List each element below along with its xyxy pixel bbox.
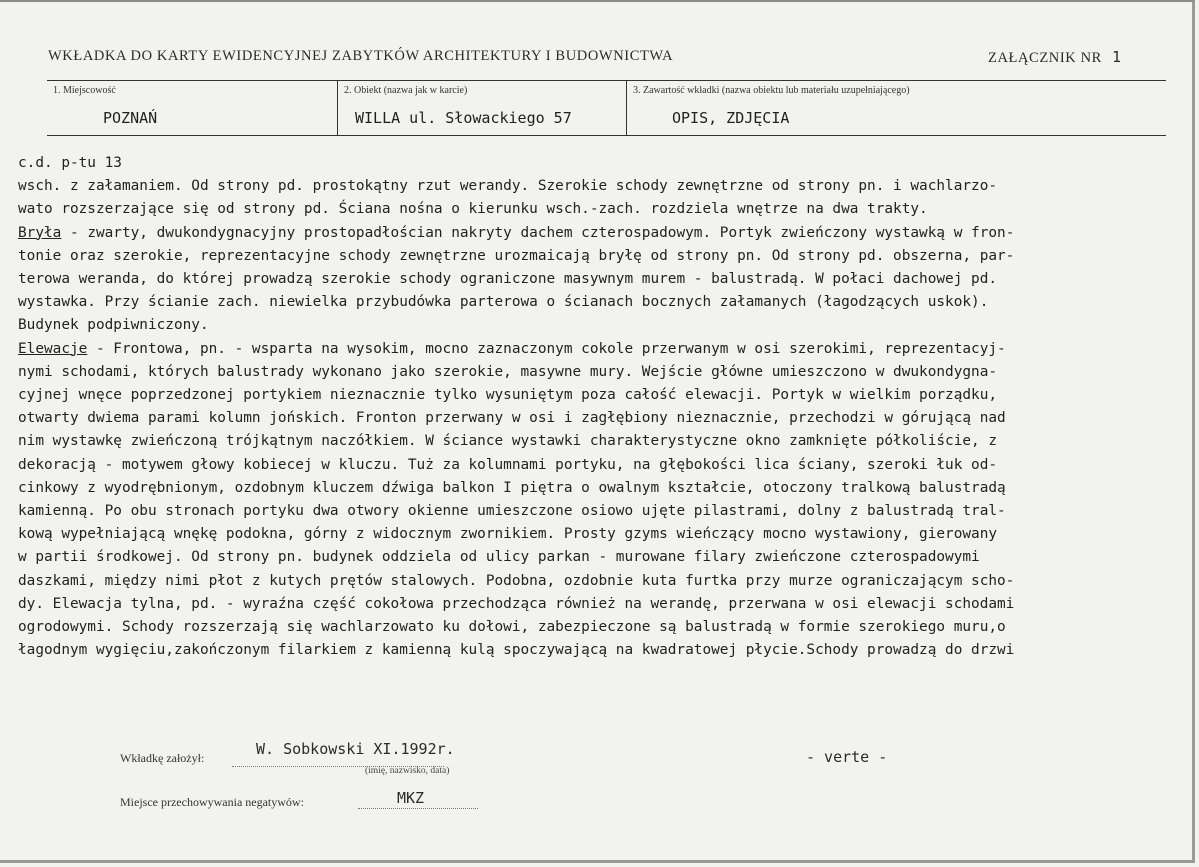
field-contents-value: OPIS, ZDJĘCIA: [672, 109, 790, 127]
text-line: wsch. z załamaniem. Od strony pd. prostokątny rzut werandy. Szerokie schody zewnętrzne od strony pn. i wachlarzo-: [18, 178, 998, 195]
text-line: wystawka. Przy ścianie zach. niewielka przybudówka parterowa o ścianach bocznych załamanych (łagodzących uskok).: [18, 294, 989, 311]
field-object-value: WILLA ul. Słowackiego 57: [355, 109, 572, 127]
text-line: nim wystawkę zwieńczoną trójkątnym naczółkiem. W ściance wystawki charakterystyczne okno zamknięte półkoliście, z: [18, 433, 998, 450]
section-heading-elewacje: Elewacje: [18, 340, 88, 357]
negatives-label: Miejsce przechowywania negatywów:: [120, 795, 304, 809]
founder-value: W. Sobkowski XI.1992r.: [256, 740, 455, 758]
verte-note: - verte -: [806, 748, 888, 766]
text-line: cyjnej wnęce poprzedzonej portykiem nieznacznie tylko wysuniętym poza całość elewacji. Portyk w wielkim porządku,: [18, 387, 998, 404]
text-line: otwarty dwiema parami kolumn jońskich. Fronton przerwany w osi i zagłębiony nieznacznie, przechodzi w górującą nad: [18, 410, 1006, 427]
text-line: kową wypełniającą wnękę podokna, górny z widocznym zwornikiem. Prosty gzyms wieńczący mocno wystawiony, gierowany: [18, 526, 998, 543]
text-line-rest: - zwarty, dwukondygnacyjny prostopadłościan nakryty dachem czterospadowym. Portyk zwieńczony wystawką w fron-: [61, 224, 1015, 241]
founder-caption: (imię, nazwisko, data): [365, 766, 450, 776]
text-line: daszkami, między nimi płot z kutych prętów stalowych. Podobna, ozdobnie kuta furtka przy murze ograniczającym scho-: [18, 572, 1015, 589]
text-line: nymi schodami, których balustrady wykonano jako szerokie, masywne mury. Wejście główne umieszczono w dwukondygna-: [18, 363, 998, 380]
text-line: ogrodowymi. Schody rozszerzają się wachlarzowato ku dołowi, zabezpieczone są balustradą w formie szerokiego muru,o: [18, 619, 1006, 636]
text-line-rest: - Frontowa, pn. - wsparta na wysokim, mocno zaznaczonym cokole przerwanym w osi szerokimi, reprezentacyj-: [87, 340, 1006, 357]
section-heading-bryla: Bryła: [18, 224, 62, 241]
text-line: dy. Elewacja tylna, pd. - wyraźna część cokołowa przechodząca również na werandę, przerwana w osi elewacji schodami: [18, 595, 1015, 612]
negatives-dotted-line: [358, 808, 478, 809]
field-locality-label: 1. Miejscowość: [53, 85, 116, 96]
text-line: Budynek podpiwniczony.: [18, 317, 209, 334]
text-line: c.d. p-tu 13: [18, 155, 122, 171]
text-line: kamienną. Po obu stronach portyku dwa otwory okienne umieszczone osiowo ujęte pilastrami, dolny z balustradą tral-: [18, 503, 1006, 520]
field-contents: [626, 81, 1167, 135]
founder-label: Wkładkę założył:: [120, 751, 205, 765]
form-title: WKŁADKA DO KARTY EWIDENCYJNEJ ZABYTKÓW ARCHITEKTURY I BUDOWNICTWA: [48, 48, 674, 64]
field-object: [337, 81, 627, 135]
field-object-label: 2. Obiekt (nazwa jak w karcie): [344, 85, 468, 96]
text-line: cinkowy z wyodrębnionym, ozdobnym kluczem dźwiga balkon I piętra o owalnym kształcie, otoczony tralkową balustradą: [18, 479, 1006, 496]
text-line: [18, 338, 1198, 361]
text-line: w partii środkowej. Od strony pn. budynek oddziela od ulicy parkan - murowane filary zwieńczone czterospadowymi: [18, 549, 980, 566]
description-text: [18, 152, 1198, 662]
header-fields: [47, 80, 1166, 136]
text-line: wato rozszerzające się od strony pd. Ściana nośna o kierunku wsch.-zach. rozdziela wnętrze na dwa trakty.: [18, 201, 928, 218]
negatives-value: MKZ: [397, 789, 425, 807]
annex-label: [988, 48, 1122, 67]
text-line: [18, 222, 1198, 245]
text-line: łagodnym wygięciu,zakończonym filarkiem z kamienną kulą spoczywającą na kwadratowej płycie.Schody prowadzą do drzwi: [18, 642, 1015, 659]
annex-label-text: ZAŁĄCZNIK NR: [988, 50, 1102, 66]
text-line: terowa weranda, do której prowadzą szerokie schody ograniczone masywnym murem - balustradą. W połaci dachowej pd.: [18, 271, 998, 288]
field-contents-label: 3. Zawartość wkładki (nazwa obiektu lub materiału uzupełniającego): [633, 85, 910, 96]
field-locality: [47, 81, 337, 135]
field-locality-value: POZNAŃ: [103, 109, 158, 127]
text-line: tonie oraz szerokie, reprezentacyjne schody zewnętrzne urozmaicają bryłę od strony pn. Od strony pd. obszerna, par-: [18, 247, 1015, 264]
annex-number: 1: [1111, 48, 1122, 66]
text-line: dekoracją - motywem głowy kobiecej w kluczu. Tuż za kolumnami portyku, na głębokości lica ściany, szeroki łuk od-: [18, 456, 998, 473]
